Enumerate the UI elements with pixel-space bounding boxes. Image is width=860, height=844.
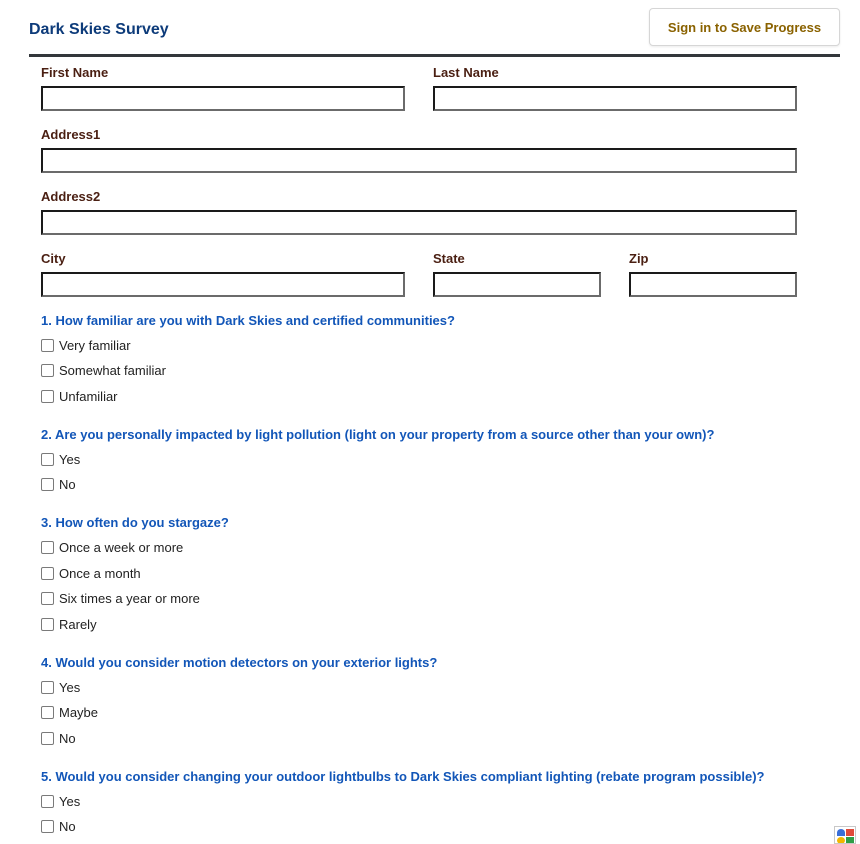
q1-option-unfamiliar[interactable] [41, 388, 118, 404]
question-2: 2. Are you personally impacted by light pollution (light on your property from a source other than your own)? [41, 427, 715, 442]
q2-option-yes[interactable] [41, 451, 80, 467]
checkbox[interactable] [41, 364, 54, 377]
option-label: Once a week or more [59, 539, 184, 555]
address2-label: Address2 [41, 189, 101, 204]
option-label: Yes [59, 679, 81, 695]
last-name-input[interactable] [433, 86, 797, 111]
page-title: Dark Skies Survey [29, 21, 169, 38]
city-label: City [41, 251, 66, 266]
first-name-label: First Name [41, 65, 109, 80]
q3-option-weekly[interactable] [41, 539, 183, 555]
checkbox[interactable] [41, 618, 54, 631]
google-icon[interactable] [834, 826, 856, 844]
checkbox[interactable] [41, 706, 54, 719]
address2-input[interactable] [41, 210, 797, 235]
q5-option-yes[interactable] [41, 793, 80, 809]
option-label: No [59, 818, 76, 834]
question-4: 4. Would you consider motion detectors on your exterior lights? [41, 655, 438, 670]
q5-option-no[interactable] [41, 818, 76, 834]
q1-option-very-familiar[interactable] [41, 337, 131, 353]
first-name-input[interactable] [41, 86, 405, 111]
checkbox[interactable] [41, 795, 54, 808]
address1-label: Address1 [41, 127, 101, 142]
state-label: State [433, 251, 465, 266]
option-label: Once a month [59, 565, 141, 581]
q3-option-monthly[interactable] [41, 565, 141, 581]
option-label: Unfamiliar [59, 388, 118, 404]
question-5: 5. Would you consider changing your outdoor lightbulbs to Dark Skies compliant lighting (rebate program possible)? [41, 769, 765, 784]
option-label: Somewhat familiar [59, 362, 166, 378]
q1-option-somewhat-familiar[interactable] [41, 362, 166, 378]
option-label: Yes [59, 451, 81, 467]
option-label: Yes [59, 793, 81, 809]
header-divider [29, 54, 840, 57]
checkbox[interactable] [41, 390, 54, 403]
address1-input[interactable] [41, 148, 797, 173]
option-label: Very familiar [59, 337, 131, 353]
checkbox[interactable] [41, 567, 54, 580]
checkbox[interactable] [41, 541, 54, 554]
q2-option-no[interactable] [41, 476, 76, 492]
zip-label: Zip [629, 251, 649, 266]
city-input[interactable] [41, 272, 405, 297]
state-input[interactable] [433, 272, 601, 297]
checkbox[interactable] [41, 820, 54, 833]
checkbox[interactable] [41, 732, 54, 745]
option-label: Maybe [59, 704, 99, 720]
q3-option-rarely[interactable] [41, 616, 97, 632]
q4-option-no[interactable] [41, 730, 76, 746]
checkbox[interactable] [41, 681, 54, 694]
zip-input[interactable] [629, 272, 797, 297]
checkbox[interactable] [41, 339, 54, 352]
q4-option-yes[interactable] [41, 679, 80, 695]
checkbox[interactable] [41, 478, 54, 491]
q3-option-six-times-year[interactable] [41, 590, 200, 606]
checkbox[interactable] [41, 453, 54, 466]
q4-option-maybe[interactable] [41, 704, 98, 720]
option-label: Rarely [59, 616, 97, 632]
sign-in-save-progress-button[interactable]: Sign in to Save Progress [649, 8, 840, 46]
option-label: No [59, 476, 76, 492]
option-label: No [59, 730, 76, 746]
question-1: 1. How familiar are you with Dark Skies and certified communities? [41, 313, 455, 328]
question-3: 3. How often do you stargaze? [41, 515, 229, 530]
last-name-label: Last Name [433, 65, 499, 80]
checkbox[interactable] [41, 592, 54, 605]
option-label: Six times a year or more [59, 590, 200, 606]
